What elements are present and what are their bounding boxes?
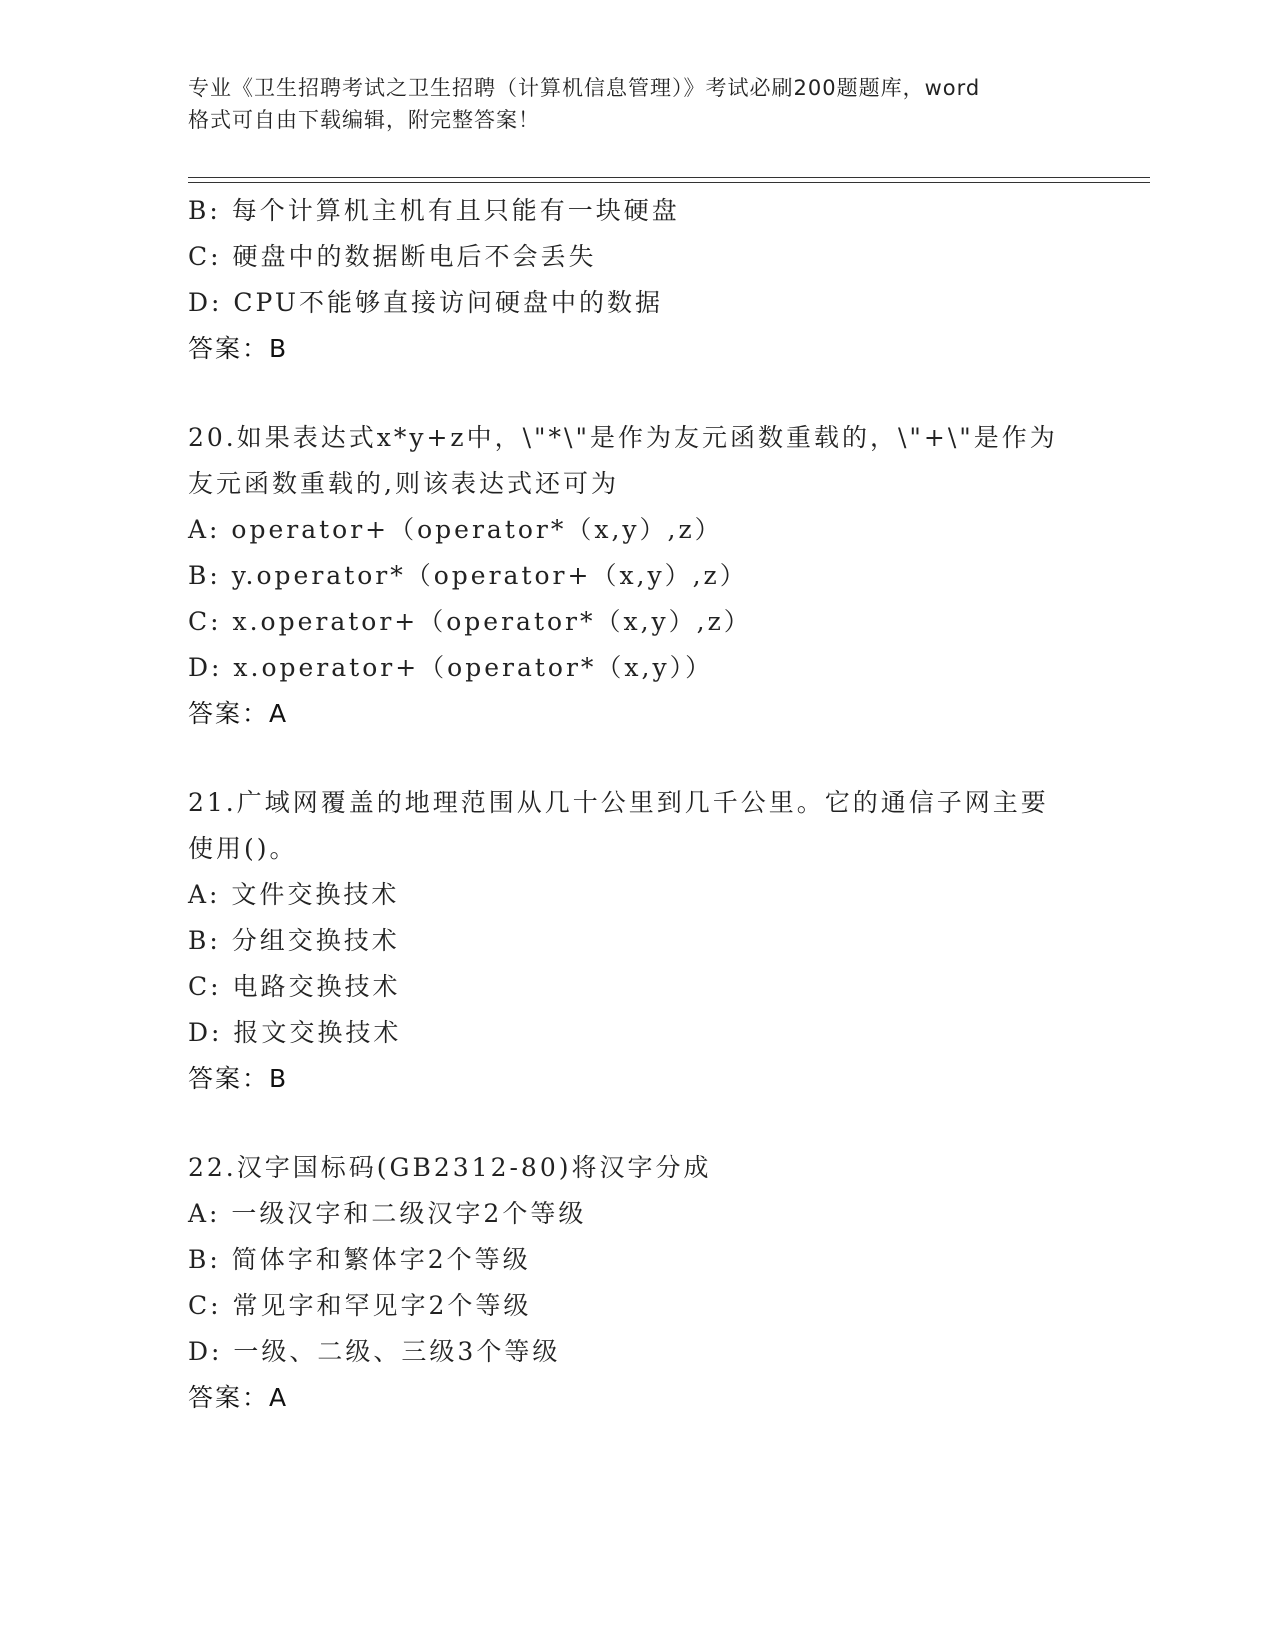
option-d: D: CPU不能够直接访问硬盘中的数据 <box>188 288 663 317</box>
option-d: D: 一级、二级、三级3个等级 <box>188 1337 561 1366</box>
option-c: C: 常见字和罕见字2个等级 <box>188 1291 532 1320</box>
header-divider-top <box>188 177 1150 178</box>
spacer <box>188 737 1088 780</box>
question-20-block <box>188 415 1088 737</box>
option-c: C: 硬盘中的数据断电后不会丢失 <box>188 242 597 271</box>
question-stem-line-2: 友元函数重载的,则该表达式还可为 <box>188 469 619 498</box>
answer-line: 答案：B <box>188 1064 289 1093</box>
header-line-1: 专业《卫生招聘考试之卫生招聘（计算机信息管理）》考试必刷200题题库，word <box>188 76 981 100</box>
option-c: C: x.operator+（operator*（x,y）,z） <box>188 607 752 636</box>
option-a: A: operator+（operator*（x,y）,z） <box>188 515 723 544</box>
header-line-2: 格式可自由下载编辑，附完整答案！ <box>188 108 540 132</box>
question-content <box>188 188 1088 1421</box>
question-stem-line-1: 21.广域网覆盖的地理范围从几十公里到几千公里。它的通信子网主要 <box>188 788 1049 817</box>
option-b: B: 简体字和繁体字2个等级 <box>188 1245 531 1274</box>
question-stem-line-1: 22.汉字国标码(GB2312-80)将汉字分成 <box>188 1153 712 1182</box>
question-stem-line-2: 使用()。 <box>188 834 298 863</box>
question-21-block <box>188 780 1088 1102</box>
header-divider-bottom <box>188 182 1150 183</box>
spacer <box>188 1102 1088 1145</box>
option-b: B: 分组交换技术 <box>188 926 400 955</box>
option-c: C: 电路交换技术 <box>188 972 401 1001</box>
option-b: B: y.operator*（operator+（x,y）,z） <box>188 561 748 590</box>
question-22-block <box>188 1145 1088 1421</box>
option-d: D: x.operator+（operator*（x,y）） <box>188 653 714 682</box>
option-a: A: 一级汉字和二级汉字2个等级 <box>188 1199 587 1228</box>
answer-line: 答案：B <box>188 334 289 363</box>
prev-question-block <box>188 188 1088 372</box>
answer-line: 答案：A <box>188 699 289 728</box>
option-d: D: 报文交换技术 <box>188 1018 402 1047</box>
document-header <box>188 72 1088 136</box>
answer-line: 答案：A <box>188 1383 289 1412</box>
option-b: B: 每个计算机主机有且只能有一块硬盘 <box>188 196 680 225</box>
spacer <box>188 372 1088 415</box>
option-a: A: 文件交换技术 <box>188 880 400 909</box>
question-stem-line-1: 20.如果表达式x*y+z中，\"*\"是作为友元函数重载的，\"+\"是作为 <box>188 423 1058 452</box>
